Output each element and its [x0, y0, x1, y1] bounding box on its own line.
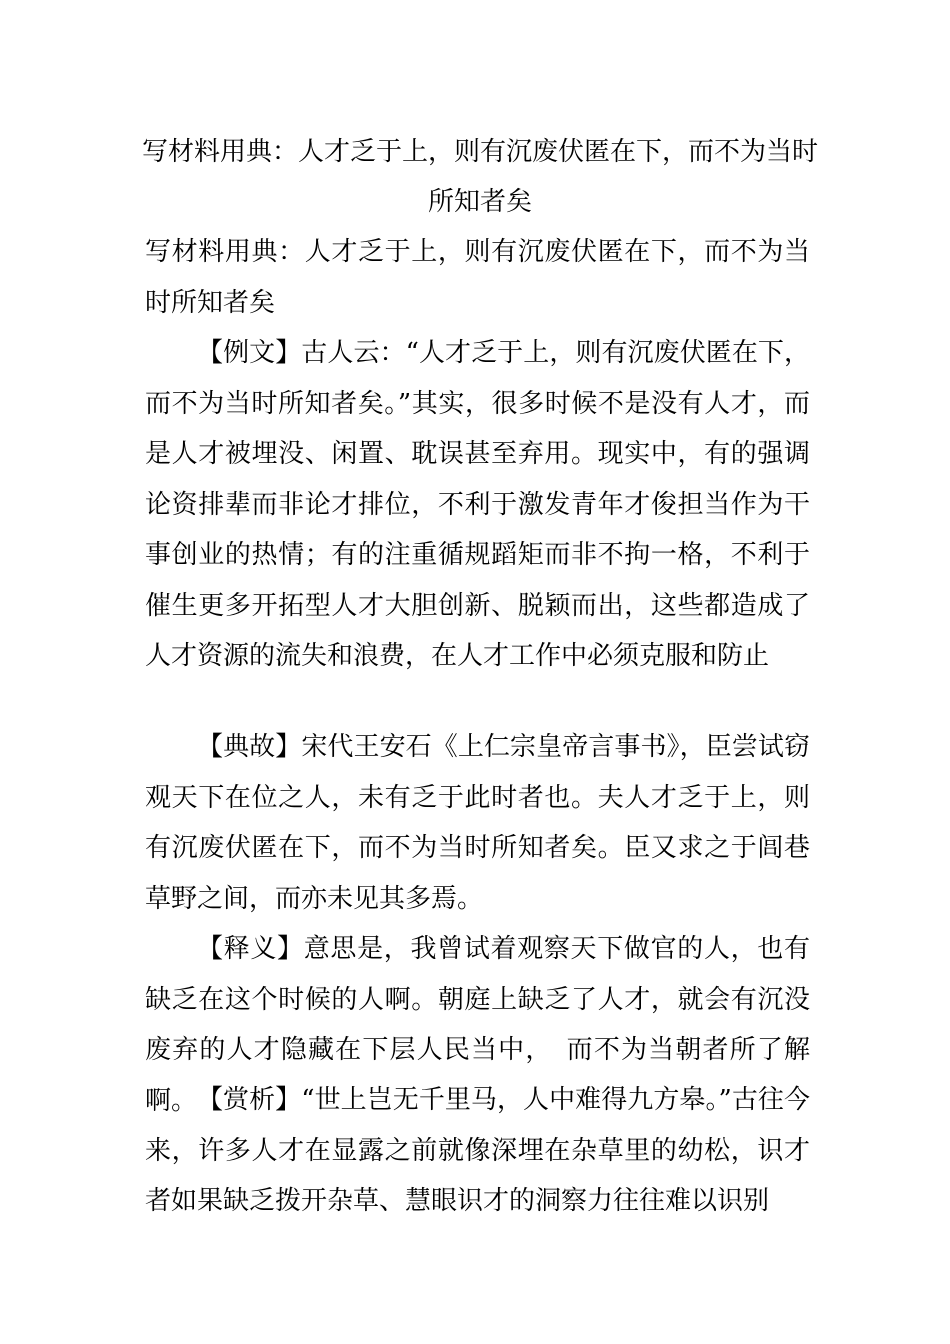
appreciation-text: “世上岂无千里马，人中难得九方皋。”古往今来，许多人才在显露之前就像深埋在杂草里的幼松，识才者如果缺乏拨开杂草、慧眼识才的洞察力往往难以识别 [145, 1085, 810, 1216]
example-paragraph [145, 328, 810, 682]
document-subtitle: 写材料用典：人才乏于上，则有沉废伏匿在下，而不为当时所知者矣 [145, 237, 810, 318]
example-label: 【例文】 [197, 338, 302, 368]
appreciation-label: 【赏析】 [197, 1085, 302, 1115]
allusion-paragraph [145, 722, 810, 924]
meaning-label: 【释义】 [197, 934, 304, 964]
example-text: 古人云：“人才乏于上，则有沉废伏匿在下，而不为当时所知者矣。”其实，很多时候不是没有人才，而是人才被埋没、闲置、耽误甚至弃用。现实中，有的强调论资排辈而非论才排位，不利于激发青年才俊担当作为干事创业的热情；有的注重循规蹈矩而非不拘一格，不利于催生更多开拓型人才大胆创新、脱颖而出，这些都造成了人才资源的流失和浪费，在人才工作中必须克服和防止 [145, 338, 810, 671]
appreciation-paragraph [145, 1075, 810, 1227]
meaning-text: 意思是，我曾试着观察天下做官的人，也有缺乏在这个时候的人啊。朝庭上缺乏了人才，就会有沉没废弃的人才隐藏在下层人民当中， 而不为当朝者所了解啊。 [145, 934, 810, 1116]
allusion-text: 宋代王安石《上仁宗皇帝言事书》，臣尝试窃观天下在位之人，未有乏于此时者也。夫人才乏于上，则有沉废伏匿在下，而不为当时所知者矣。臣又求之于闾巷草野之间，而亦未见其多焉。 [145, 732, 810, 914]
allusion-label: 【典故】 [197, 732, 302, 762]
document-title: 写材料用典：人才乏于上，则有沉废伏匿在下，而不为当时所知者矣 [141, 137, 818, 217]
